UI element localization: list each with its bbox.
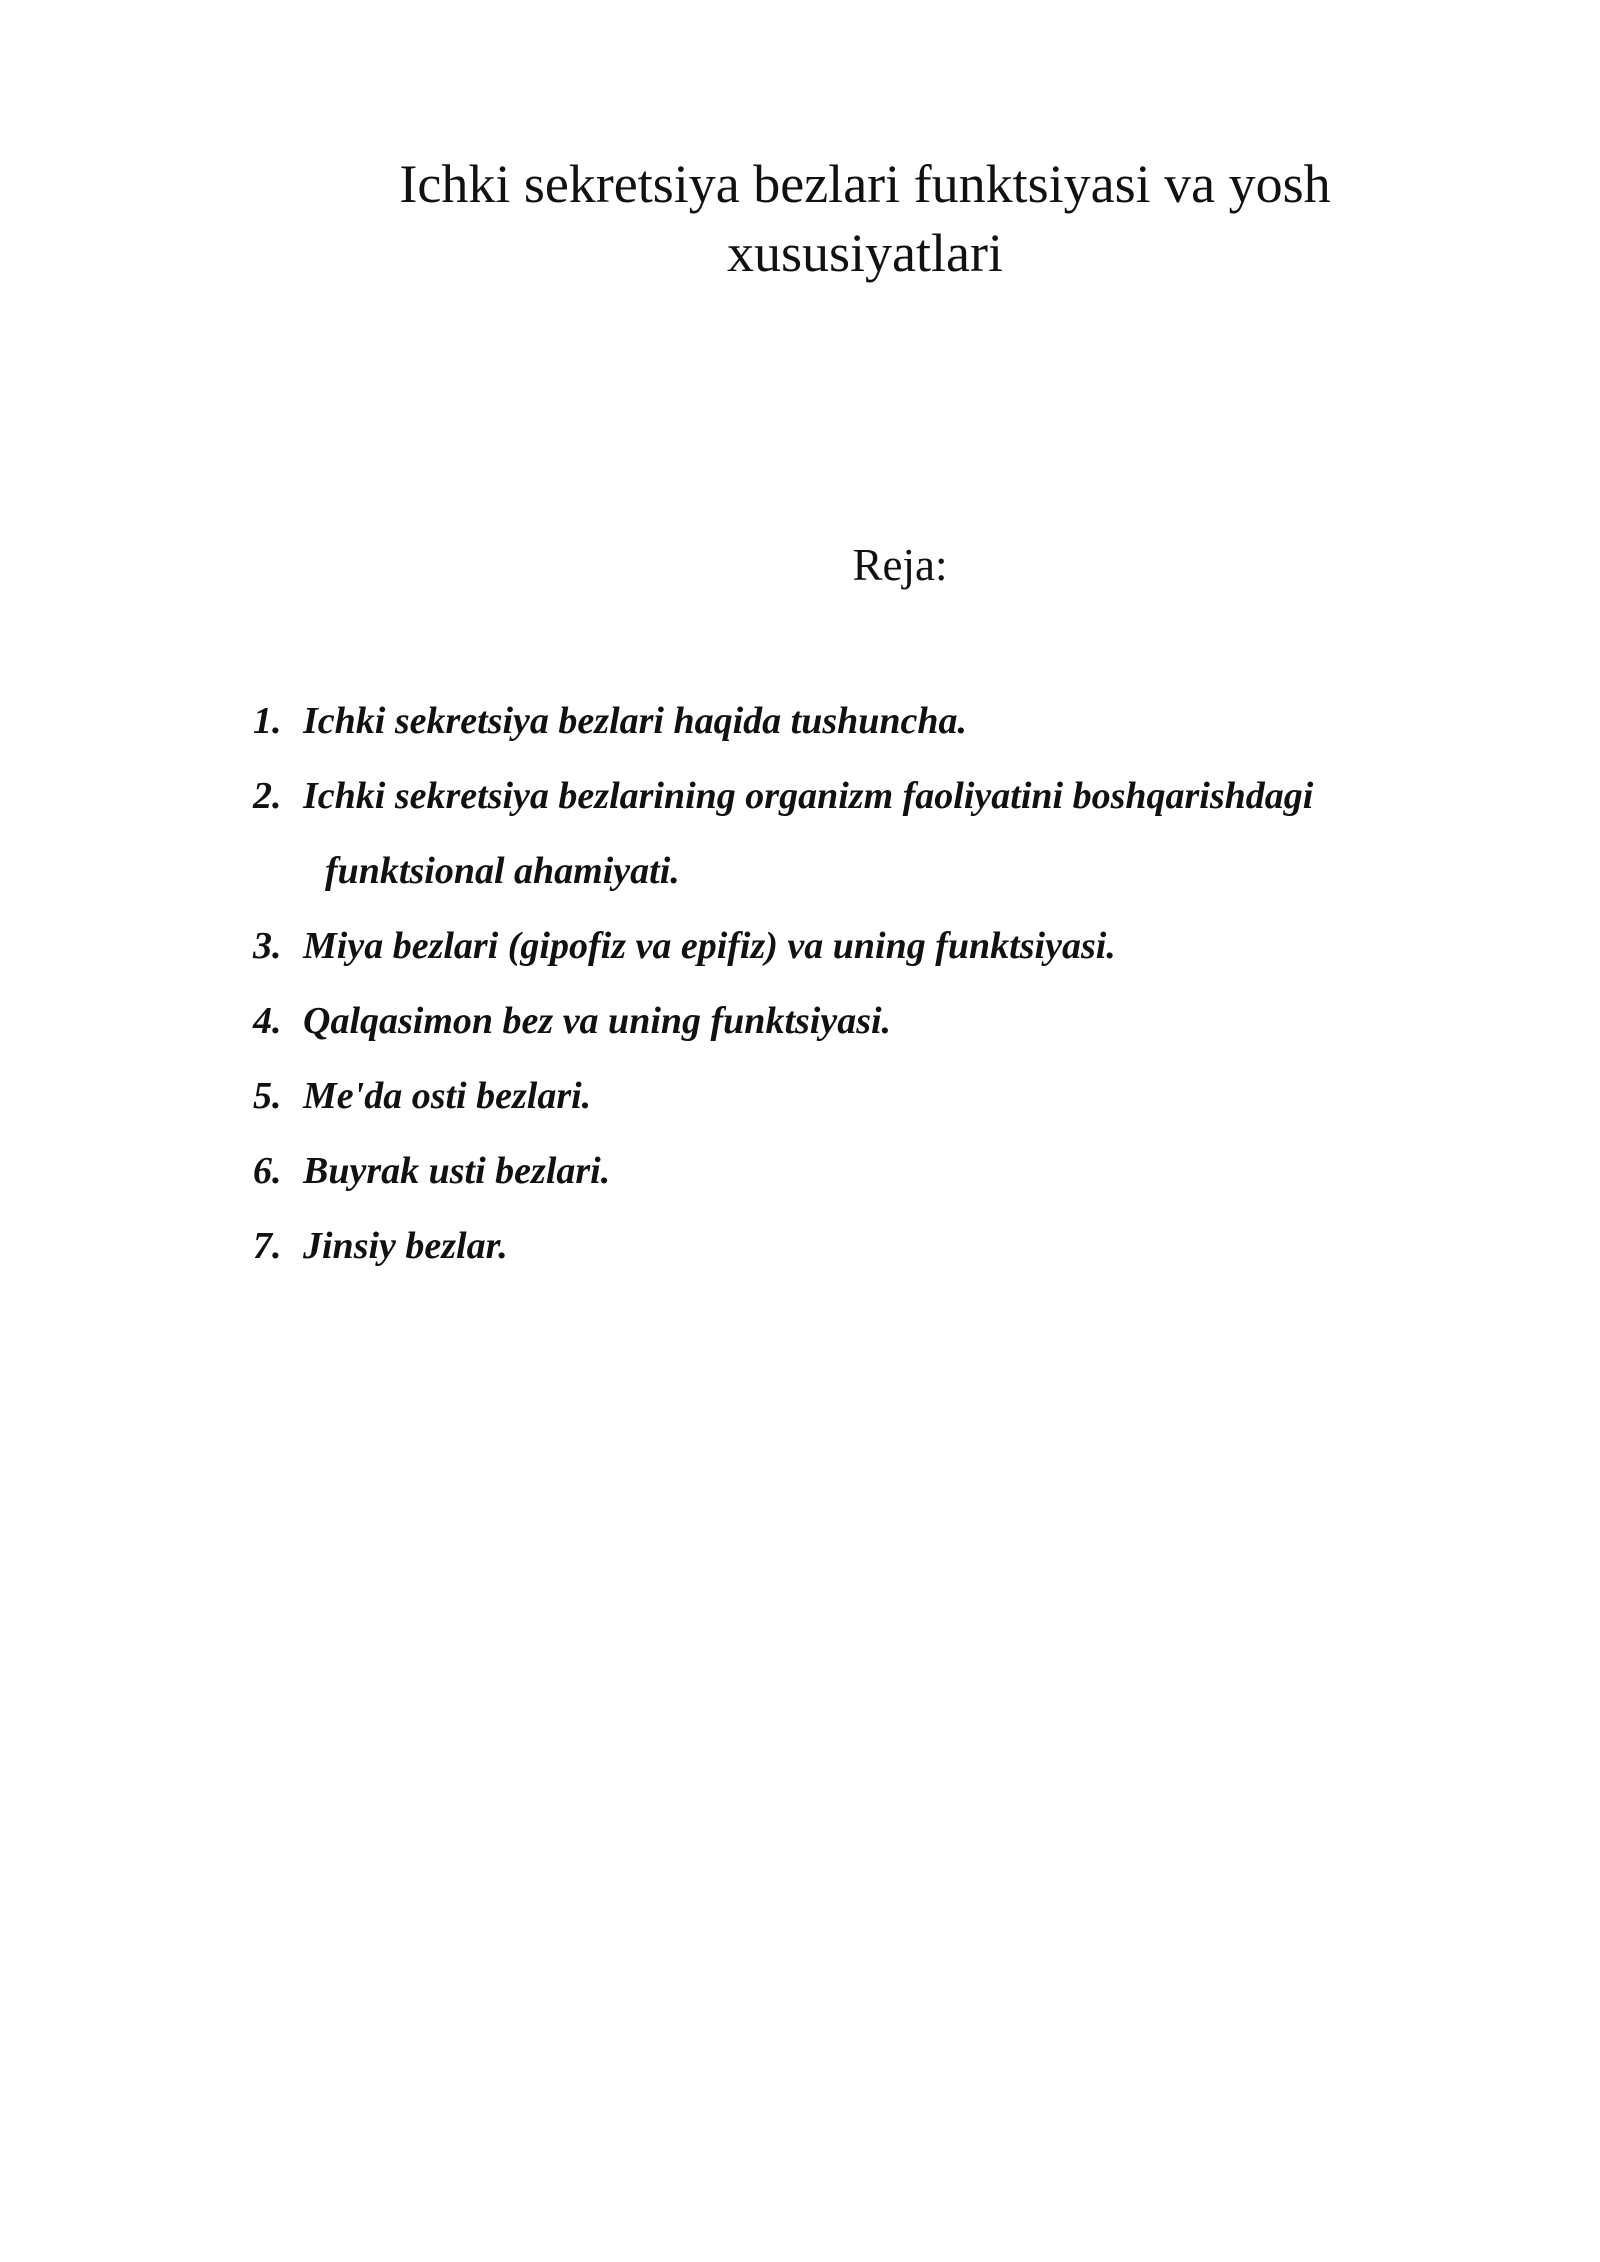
plan-item-text: Buyrak usti bezlari. [303, 1150, 611, 1192]
plan-item-7 [253, 1209, 1493, 1284]
document-title [300, 150, 1430, 288]
plan-item-number: 1. [253, 700, 282, 742]
plan-item-text: Qalqasimon bez va uning funktsiyasi. [303, 1000, 892, 1042]
plan-item-6 [253, 1134, 1493, 1209]
plan-item-number: 2. [253, 775, 282, 817]
plan-item-text-line-1: Ichki sekretsiya bezlarining organizm faoliyatini boshqarishdagi [303, 775, 1314, 817]
plan-item-1 [253, 684, 1493, 759]
plan-item-text-line-2: funktsional ahamiyati. [325, 850, 680, 892]
plan-item-number: 3. [253, 925, 282, 967]
plan-item-number: 4. [253, 1000, 282, 1042]
document-title-line-1: Ichki sekretsiya bezlari funktsiyasi va yosh [399, 154, 1331, 214]
document-title-line-2: xususiyatlari [727, 223, 1003, 283]
plan-item-3 [253, 909, 1493, 984]
plan-list [253, 684, 1493, 1284]
plan-item-text [303, 759, 1493, 909]
plan-item-4 [253, 984, 1493, 1059]
plan-item-text: Ichki sekretsiya bezlari haqida tushuncha. [303, 700, 968, 742]
plan-item-number: 5. [253, 1075, 282, 1117]
plan-item-2 [253, 759, 1493, 909]
plan-item-number: 7. [253, 1225, 282, 1267]
plan-item-text: Miya bezlari (gipofiz va epifiz) va uning funktsiyasi. [303, 925, 1116, 967]
plan-item-number: 6. [253, 1150, 282, 1192]
plan-heading: Reja: [852, 540, 948, 590]
plan-item-5 [253, 1059, 1493, 1134]
plan-item-text: Jinsiy bezlar. [303, 1225, 508, 1267]
plan-item-text: Me'da osti bezlari. [303, 1075, 592, 1117]
